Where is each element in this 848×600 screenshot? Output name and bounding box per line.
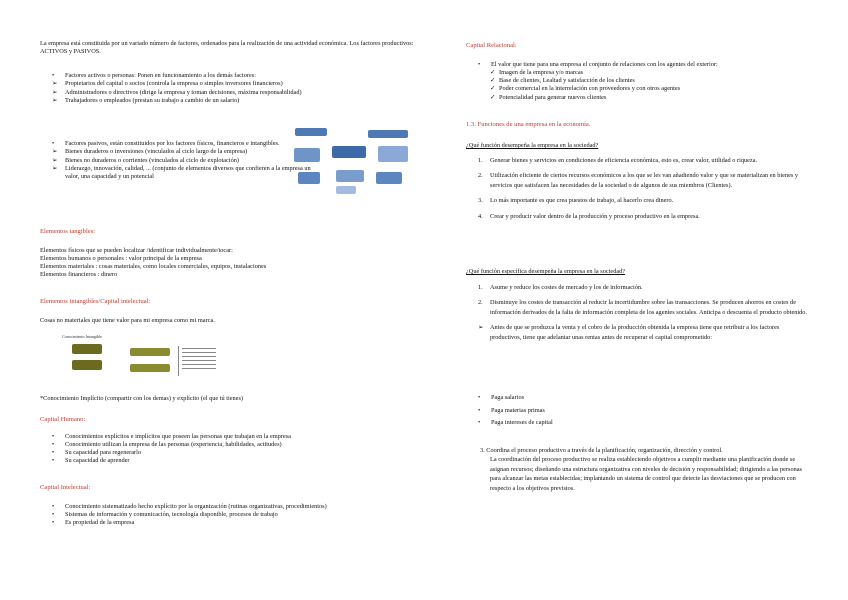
diagram-box <box>332 146 366 158</box>
list-item: ✓ Poder comercial en la interrelación con proveedores y con otros agentes <box>490 85 681 93</box>
list-item: ➢ Liderazgo, innovación, calidad, ... (conjunto de elementos diversos que confieren a la empresa un valor, una capacidad y un potencial <box>52 164 311 181</box>
knowledge-note: *Conocimiento Implícito (compartir con los demas) y explícito (el que tú tienes) <box>40 395 244 402</box>
list-item: ➢ Bienes duraderos o inversiones (vinculados al ciclo largo de la empresa) <box>52 148 248 156</box>
diagram-box <box>72 344 102 354</box>
diagram-box <box>298 172 320 184</box>
diagram-box <box>378 146 408 162</box>
list-item: • Es propiedad de la empresa <box>52 519 135 527</box>
section-title: 1.3. Funciones de una empresa en la economía. <box>466 121 591 128</box>
list-item: • Sistemas de información y comunicación, tecnología disponible, procesos de trabajo <box>52 510 278 518</box>
list-item: ➢ Propietarios del capital o socios (controla la empresa o simples inversores financieros) <box>52 80 283 88</box>
passive-factors-list <box>40 140 320 181</box>
list-item: ✓ Imagen de la empresa y/o marcas <box>490 68 584 76</box>
section-heading: Capital Relacional: <box>466 42 517 49</box>
list-item: ➢ Administradores o directivos (dirige la empresa y toman decisiones, máxima responsabilidad) <box>52 88 302 96</box>
list-item: 2. Utilización eficiente de ciertos recursos económicos a los que se les van añadiendo valor y que se materializan en bienes y servicios que satisfacen las necesidades de la sociedad o de algunos de sus miembros (Clientes). <box>478 172 799 189</box>
diagram-box <box>130 364 170 372</box>
list-item: ➢ Bienes no duraderos o corrientes (vinculados al ciclo de explotación) <box>52 156 239 164</box>
section-heading: Capital Intelectual: <box>40 484 91 491</box>
list-item: • Paga salarios <box>478 394 525 401</box>
section-heading: Capital Humano: <box>40 416 86 423</box>
tangibles-section: Elementos tangibles: Elementos físicos que se pueden localizar /identificar individualmente/tocar: Elementos humanos o personales : valor principal de la empresa Elementos materiales : cosas materiales, como locales comerciales, equipos, instalaciones Elementos financieros : dinero <box>40 228 415 280</box>
list-item: • Factores activos o personas: Ponen en funcionamiento a los demás factores: <box>52 72 256 79</box>
list-item: • Su capacidad para regenerarlo <box>52 449 142 457</box>
list-item: • Paga materias primas <box>478 406 545 414</box>
list-item: • El valor que tiene para una empresa el conjunto de relaciones con los agentes del exterior: <box>478 60 718 68</box>
list-item: 1. Generar bienes y servicios en condiciones de eficiencia económica, esto es, crear valor, utilidad o riqueza. <box>478 157 758 164</box>
diagram-box <box>294 148 320 162</box>
list-item: 2. Disminuye los costes de transacción al reducir la incertidumbre sobre las transacciones. Se producen ahorros en costes de información derivados de la falta de información completa de los agentes sociales. Anticipa o descuenta el producto obtenido. <box>478 299 808 316</box>
diagram-bracket <box>178 346 219 376</box>
human-capital-section <box>40 416 415 466</box>
payments-list <box>466 392 811 430</box>
diagram-box <box>130 348 170 356</box>
factors-diagram <box>290 126 415 196</box>
list-item: • Factores pasivos, están constituidos por los factores físicos, financieros e intangibles. <box>52 140 280 147</box>
diagram-box <box>336 170 364 182</box>
diagram-box <box>336 186 356 194</box>
list-item: • Conocimiento utilizan la empresa de las personas (experiencia, habilidades, actitudes) <box>52 440 282 448</box>
list-item: 4. Crear y producir valor dentro de la producción y proceso productivo en la empresa. <box>478 212 700 220</box>
list-item: • Paga intereses de capital <box>478 419 553 426</box>
diagram-lines <box>182 348 216 349</box>
list-item: ➢ Trabajadores o empleados (prestan su trabajo a cambio de un salario) <box>52 96 240 104</box>
diagram-box <box>72 360 102 370</box>
list-item: • Su capacidad de aprender <box>52 457 130 465</box>
intellectual-capital-section <box>40 484 395 527</box>
intangibles-section: Elementos intangibles/Capital intelectual: Cosas no materiales que tiene valor para mi empresa como mi marca. <box>40 298 415 325</box>
q2-list <box>466 283 811 342</box>
list-item: 1. Asume y reduce los costes de mercado y los de información. <box>478 284 643 291</box>
section-heading: Elementos intangibles/Capital intelectual: <box>40 298 151 305</box>
q1-list <box>466 156 811 221</box>
knowledge-diagram <box>60 334 280 382</box>
diagram-box <box>376 172 402 184</box>
list-item: ✓ Base de clientes, Lealtad y satisfacción de los clientes <box>490 77 635 85</box>
list-item: ➢ Antes de que se produzca la venta y el cobro de la producción obtenida la empresa tiene que retribuir a los factores productivos, tiene que adelantar unas rentas antes de recuperar el capital comprometido: <box>478 324 780 341</box>
list-item: 3. Lo más importante es que crea puestos de trabajo, al hacerlo crea dinero. <box>478 197 674 205</box>
section-heading: Elementos tangibles: <box>40 228 96 235</box>
list-item: • Conocimiento sistematizado hecho explícito por la organización (rutinas organizativas, procedimientos) <box>52 502 327 510</box>
list-item: ✓ Potencialidad para generar nuevos clientes <box>490 93 607 101</box>
intro-paragraph: La empresa está constituida por un variado número de factores, ordenados para la realización de una actividad económica. Los factores productivos: ACTIVOS y PASIVOS. <box>40 40 414 56</box>
list-item: • Conocimientos explícitos e implícitos que poseen las personas que trabajan en la empresa <box>52 432 291 440</box>
diagram-caption: Conocimiento Intangible <box>62 334 102 339</box>
relational-capital-section <box>466 42 811 102</box>
diagram-box <box>368 130 408 138</box>
active-factors-list <box>40 72 415 105</box>
question-1: ¿Qué función desempeña la empresa en la sociedad? <box>466 142 599 149</box>
question-2: ¿Qué función específica desempeña la empresa en la sociedad? <box>466 268 626 275</box>
item-3-block: 3. Coordina el proceso productivo a través de la planificación, organización, dirección y control. La coordinación del proceso productivo se realiza estableciendo objetivos a cumplir mediante una planificación donde se asignan recursos; diseñando una estructura organizativa con niveles de decisión y responsabilidad; dirigiendo a las personas para alcanzar las metas establecidas; implantando un sistema de control que detecte las desviaciones que se producen con respecto a los objetivos previstos. <box>480 447 803 492</box>
diagram-box <box>295 128 327 136</box>
